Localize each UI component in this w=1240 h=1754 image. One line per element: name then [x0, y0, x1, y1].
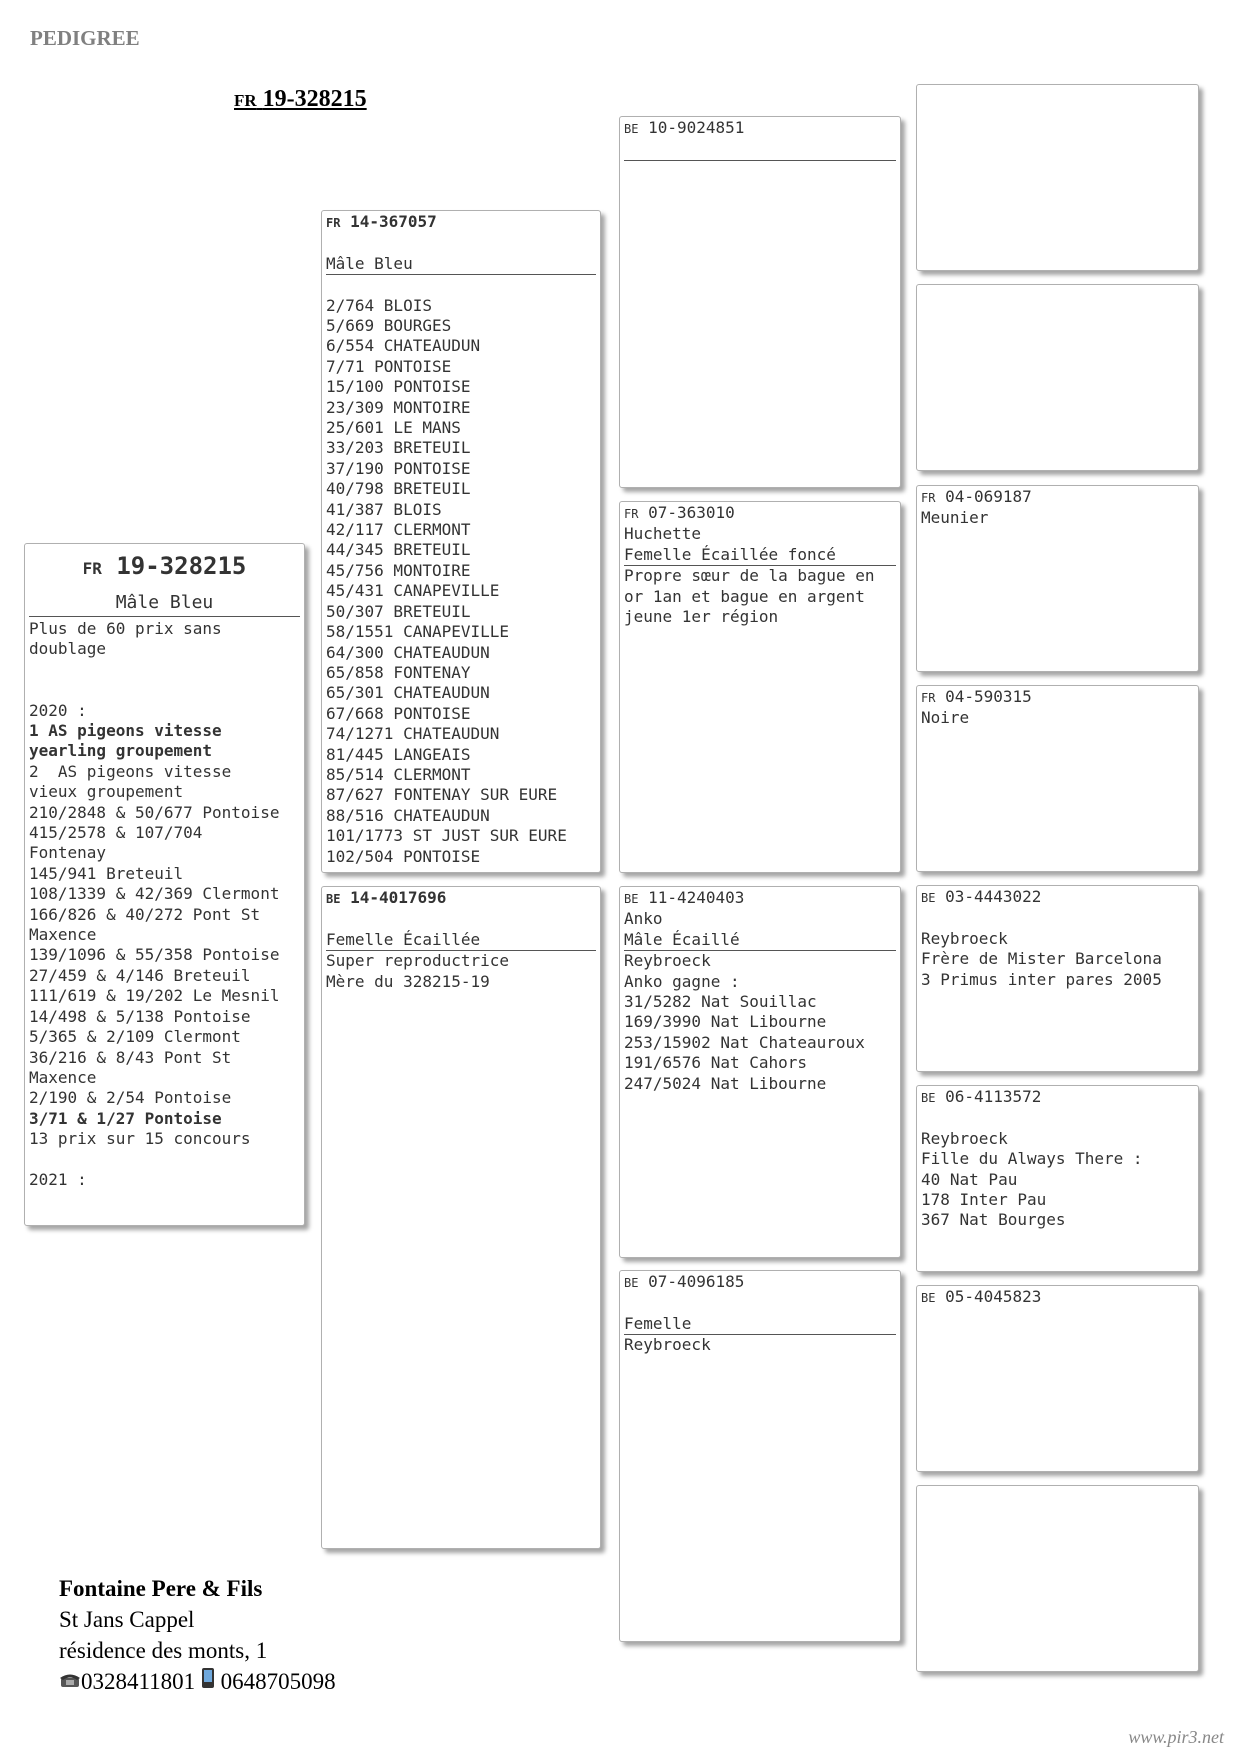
- great-grandparent-box-1: [916, 84, 1199, 271]
- ggp3-ring: 04-069187: [945, 487, 1032, 506]
- result-line: 65/858 FONTENAY: [326, 662, 471, 682]
- result-line: 50/307 BRETEUIL: [326, 601, 471, 621]
- subject-country: FR: [82, 559, 102, 578]
- note-line: 2021 :: [29, 1169, 87, 1189]
- note-line: jeune 1er région: [624, 607, 779, 627]
- note-line: 2020 :: [29, 700, 87, 720]
- note-line: Reybroeck: [921, 1128, 1008, 1148]
- owner-phone: 0328411801: [81, 1669, 196, 1694]
- gp2-ring: 07-363010: [648, 503, 735, 522]
- sire-box: [321, 210, 601, 873]
- subject-notes: [29, 619, 300, 1190]
- grandparent-box-1: [619, 116, 901, 488]
- gp4-id: [624, 1272, 896, 1293]
- result-line: 23/309 MONTOIRE: [326, 397, 471, 417]
- note-line: 5/365 & 2/109 Clermont: [29, 1027, 241, 1047]
- note-line: vieux groupement: [29, 782, 184, 802]
- note-line: Anko gagne :: [624, 971, 740, 991]
- note-line: 111/619 & 19/202 Le Mesnil: [29, 986, 280, 1006]
- result-line: 45/756 MONTOIRE: [326, 560, 471, 580]
- result-line: 81/445 LANGEAIS: [326, 744, 471, 764]
- note-line: 2 AS pigeons vitesse: [29, 761, 232, 781]
- great-grandparent-box-5: [916, 885, 1199, 1072]
- great-grandparent-box-8: [916, 1485, 1199, 1672]
- note-line: 415/2578 & 107/704: [29, 823, 203, 843]
- note-line: 36/216 & 8/43 Pont St: [29, 1047, 232, 1067]
- mobile-phone-icon: [201, 1666, 215, 1697]
- result-line: 40/798 BRETEUIL: [326, 479, 471, 499]
- result-line: 102/504 PONTOISE: [326, 846, 481, 866]
- result-line: 6/554 CHATEAUDUN: [326, 336, 481, 356]
- owner-name: Fontaine Pere & Fils: [59, 1576, 263, 1601]
- note-line: 367 Nat Bourges: [921, 1210, 1066, 1230]
- ggp3-country: FR: [921, 491, 936, 505]
- note-line: 2/190 & 2/54 Pontoise: [29, 1088, 232, 1108]
- note-line: Maxence: [29, 1067, 97, 1087]
- ggp5-country: BE: [921, 891, 936, 905]
- note-line: Frère de Mister Barcelona: [921, 949, 1162, 969]
- result-line: 64/300 CHATEAUDUN: [326, 642, 490, 662]
- result-line: 88/516 CHATEAUDUN: [326, 805, 490, 825]
- note-line: 31/5282 Nat Souillac: [624, 992, 817, 1012]
- note-line: Propre sœur de la bague en: [624, 566, 875, 586]
- sire-results: [326, 296, 596, 867]
- grandparent-box-2: [619, 501, 901, 873]
- ggp7-id: [921, 1287, 1194, 1308]
- result-line: 41/387 BLOIS: [326, 499, 442, 519]
- ggp6-country: BE: [921, 1091, 936, 1105]
- gp2-color: Femelle Écaillée foncé: [624, 545, 896, 566]
- ggp3-name: Meunier: [921, 508, 989, 528]
- result-line: 2/764 BLOIS: [326, 295, 432, 315]
- watermark: www.pir3.net: [1128, 1727, 1224, 1747]
- dam-color: Femelle Écaillée: [326, 930, 596, 951]
- note-line: 108/1339 & 42/369 Clermont: [29, 884, 280, 904]
- note-line: 3/71 & 1/27 Pontoise: [29, 1108, 222, 1128]
- note-line: 13 prix sur 15 concours: [29, 1129, 251, 1149]
- result-line: 42/117 CLERMONT: [326, 520, 471, 540]
- note-line: 210/2848 & 50/677 Pontoise: [29, 802, 280, 822]
- gp1-ring: 10-9024851: [648, 118, 745, 137]
- result-line: 33/203 BRETEUIL: [326, 438, 471, 458]
- sire-id: [326, 212, 596, 233]
- ggp6-ring: 06-4113572: [945, 1087, 1042, 1106]
- result-line: 37/190 PONTOISE: [326, 458, 471, 478]
- result-line: 85/514 CLERMONT: [326, 764, 471, 784]
- note-line: 40 Nat Pau: [921, 1169, 1018, 1189]
- subject-ring: 19-328215: [116, 552, 247, 580]
- ggp4-name: Noire: [921, 708, 970, 728]
- ggp7-ring: 05-4045823: [945, 1287, 1042, 1306]
- top-ring: 19-328215: [262, 86, 367, 112]
- telephone-icon: [59, 1666, 81, 1697]
- dam-ring: 14-4017696: [350, 888, 447, 907]
- gp1-id: [624, 118, 896, 139]
- grandparent-box-3: [619, 886, 901, 1258]
- note-line: or 1an et bague en argent: [624, 586, 865, 606]
- gp3-name: Anko: [624, 909, 663, 929]
- result-line: 58/1551 CANAPEVILLE: [326, 622, 510, 642]
- result-line: 101/1773 ST JUST SUR EURE: [326, 826, 567, 846]
- owner-address: résidence des monts, 1: [59, 1638, 268, 1663]
- note-line: 139/1096 & 55/358 Pontoise: [29, 945, 280, 965]
- note-line: 178 Inter Pau: [921, 1190, 1047, 1210]
- note-line: 3 Primus inter pares 2005: [921, 969, 1162, 989]
- note-line: yearling groupement: [29, 741, 213, 761]
- note-line: Fontenay: [29, 843, 107, 863]
- ggp6-id: [921, 1087, 1194, 1108]
- gp3-id: [624, 888, 896, 909]
- gp2-id: [624, 503, 896, 524]
- note-line: Plus de 60 prix sans: [29, 619, 222, 638]
- note-line: Reybroeck: [921, 928, 1008, 948]
- subject-title: [29, 551, 300, 584]
- result-line: 7/71 PONTOISE: [326, 356, 452, 376]
- gp1-separator: [624, 160, 896, 161]
- note-line: Maxence: [29, 925, 97, 945]
- great-grandparent-box-4: [916, 685, 1199, 872]
- ggp4-id: [921, 687, 1194, 708]
- great-grandparent-box-2: [916, 284, 1199, 471]
- gp4-ring: 07-4096185: [648, 1272, 745, 1291]
- ggp5-id: [921, 887, 1194, 908]
- dam-country: BE: [326, 892, 341, 906]
- owner-block: [59, 1573, 336, 1697]
- grandparent-box-4: [619, 1270, 901, 1642]
- owner-phones: [59, 1666, 336, 1697]
- great-grandparent-box-6: [916, 1085, 1199, 1272]
- note-line: 14/498 & 5/138 Pontoise: [29, 1006, 251, 1026]
- result-line: 5/669 BOURGES: [326, 316, 452, 335]
- page-header: PEDIGREE: [30, 26, 140, 50]
- result-line: 74/1271 CHATEAUDUN: [326, 724, 500, 744]
- ggp3-id: [921, 487, 1194, 508]
- note-line: 247/5024 Nat Libourne: [624, 1073, 827, 1093]
- result-line: 25/601 LE MANS: [326, 418, 461, 438]
- result-line: 45/431 CANAPEVILLE: [326, 581, 500, 601]
- note-line: 27/459 & 4/146 Breteuil: [29, 965, 251, 985]
- gp3-color: Mâle Écaillé: [624, 930, 896, 951]
- note-line: 145/941 Breteuil: [29, 863, 184, 883]
- note-line: Reybroeck: [624, 1335, 711, 1355]
- dam-box: [321, 886, 601, 1549]
- dam-id: [326, 888, 596, 909]
- owner-city: St Jans Cappel: [59, 1607, 195, 1632]
- gp4-color: Femelle: [624, 1314, 896, 1335]
- result-line: 65/301 CHATEAUDUN: [326, 683, 490, 703]
- subject-box: [24, 543, 305, 1226]
- ggp4-ring: 04-590315: [945, 687, 1032, 706]
- subject-color: Mâle Bleu: [29, 592, 300, 617]
- result-line: 15/100 PONTOISE: [326, 377, 471, 397]
- sire-ring: 14-367057: [350, 212, 437, 231]
- note-line: 1 AS pigeons vitesse: [29, 721, 222, 740]
- gp3-country: BE: [624, 892, 639, 906]
- note-line: Fille du Always There :: [921, 1149, 1143, 1169]
- sire-country: FR: [326, 216, 341, 230]
- ggp7-country: BE: [921, 1291, 936, 1305]
- note-line: 169/3990 Nat Libourne: [624, 1012, 827, 1032]
- gp3-ring: 11-4240403: [648, 888, 745, 907]
- gp1-country: BE: [624, 122, 639, 136]
- owner-mobile: 0648705098: [220, 1669, 336, 1694]
- note-line: Mère du 328215-19: [326, 971, 490, 991]
- result-line: 44/345 BRETEUIL: [326, 540, 471, 560]
- note-line: 166/826 & 40/272 Pont St: [29, 904, 261, 924]
- top-ring-title: [234, 86, 367, 113]
- ggp5-ring: 03-4443022: [945, 887, 1042, 906]
- note-line: Super reproductrice: [326, 951, 510, 971]
- note-line: 253/15902 Nat Chateauroux: [624, 1032, 865, 1052]
- sire-color: Mâle Bleu: [326, 254, 596, 275]
- result-line: 67/668 PONTOISE: [326, 703, 471, 723]
- note-line: 191/6576 Nat Cahors: [624, 1053, 808, 1073]
- note-line: doublage: [29, 639, 107, 659]
- gp2-country: FR: [624, 507, 639, 521]
- gp2-name: Huchette: [624, 524, 702, 544]
- note-line: Reybroeck: [624, 951, 711, 971]
- gp4-country: BE: [624, 1276, 639, 1290]
- result-line: 87/627 FONTENAY SUR EURE: [326, 785, 558, 805]
- great-grandparent-box-3: [916, 485, 1199, 672]
- great-grandparent-box-7: [916, 1285, 1199, 1472]
- ggp4-country: FR: [921, 691, 936, 705]
- top-country: FR: [234, 91, 257, 110]
